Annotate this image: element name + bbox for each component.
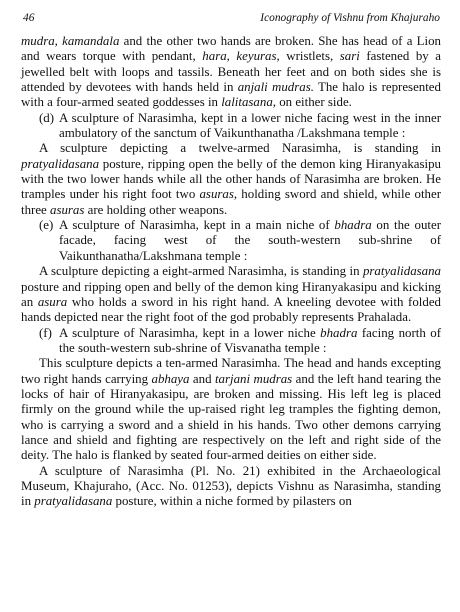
italic-term: lalitasana,	[221, 95, 276, 110]
list-item-text	[59, 111, 441, 142]
text-run: A sculpture depicting a eight-armed Narasimha, is standing in	[39, 264, 363, 279]
text-run: holding sword and shield, while other three	[21, 187, 441, 217]
text-run: posture, ripping open the belly of the demon king Hiranyakasipu with the two lower hands while all the other hands of Narasimha are broken. He tramples under his right foot two	[21, 156, 441, 202]
list-marker: (f)	[39, 325, 52, 340]
text-run: who holds a sword in his right hand. A kneeling devotee with folded hands depicted near the right foot of the god probably represents Prahalada.	[21, 294, 441, 325]
paragraph	[21, 464, 441, 510]
paragraph	[21, 34, 441, 111]
text-run: facing north of the south-western sub-shrine of Visvanatha temple :	[59, 325, 441, 355]
list-item	[21, 218, 441, 264]
italic-term: sari	[339, 49, 360, 64]
text-run: A sculpture depicting a twelve-armed Narasimha, is standing in	[39, 141, 441, 156]
page-number: 46	[23, 12, 35, 24]
text-run: and the left hand tearing the locks of hair of Hiranyakasipu, are broken and missing. His left leg is placed firmly on the ground while the up-raised right leg tramples the fighting demon, who is carrying a sword and a shield in his hands. Two other demons carrying lance and shield and fighting are respectively on the left and right side of the deity. The halo is flanked by seated four-armed deities on either side.	[21, 371, 442, 463]
text-run: The halo is represented with a four-armed seated goddesses in	[21, 80, 441, 110]
italic-term: anjali mudras.	[237, 80, 314, 95]
paragraph	[21, 264, 441, 325]
italic-term: pratyalidasana	[21, 156, 100, 171]
text-run: A sculpture of Narasimha, kept in a lower niche facing west in the inner ambulatory of the sanctum of Vaikunthanatha /Lakshmana temple :	[59, 110, 441, 141]
italic-term: mudra, kamandala	[21, 34, 120, 48]
text-run: and the other two hands are broken. She has head of a Lion and wears torque with pendant,	[21, 34, 441, 64]
italic-term: bhadra	[334, 218, 372, 233]
list-marker: (e)	[39, 218, 54, 233]
text-run: A sculpture of Narasimha, kept in a main niche of	[59, 218, 335, 233]
list-item	[21, 111, 441, 142]
text-run: posture and ripping open and belly of the demon king Hiranyakasipu and kicking an	[21, 279, 441, 309]
paragraph	[21, 141, 441, 218]
running-title: Iconography of Vishnu from Khajuraho	[260, 12, 440, 24]
italic-term: pratyalidasana	[34, 494, 113, 509]
paragraph	[21, 356, 441, 463]
text-run: This sculpture depicts a ten-armed Narasimha. The head and hands excepting two right hands carrying	[21, 356, 441, 386]
italic-term: hara, keyuras,	[202, 49, 280, 64]
italic-term: asuras,	[199, 187, 238, 202]
text-run: fastened by a jewelled belt with loops and tassils. Beneath her feet and on both sides she is attended by devotees with hands held in	[21, 49, 441, 95]
list-item	[21, 326, 441, 357]
text-run: A sculpture of Narasimha, kept in a lower niche	[59, 325, 321, 340]
italic-term: tarjani mudras	[214, 371, 293, 386]
italic-term: asura	[37, 294, 68, 309]
text-run: and	[189, 371, 215, 386]
text-run: are holding other weapons.	[84, 202, 228, 217]
text-run: on the outer facade, facing west of the south-western sub-shrine of Vaikunthanatha/Lakshmana temple :	[59, 218, 441, 263]
italic-term: bhadra	[320, 325, 358, 340]
text-run: A sculpture of Narasimha (Pl. No. 21) exhibited in the Archaeological Museum, Khajuraho, (Acc. No. 01253), depicts Vishnu as Narasimha, standing in	[21, 463, 441, 509]
text-run: on either side.	[276, 95, 352, 110]
page-header	[21, 12, 441, 34]
list-marker: (d)	[39, 110, 55, 125]
text-run: posture, within a niche formed by pilasters on	[112, 494, 352, 509]
italic-term: pratyalidasana	[362, 264, 441, 279]
italic-term: asuras	[50, 202, 85, 217]
text-run: wristlets,	[279, 49, 340, 64]
italic-term: abhaya	[151, 371, 190, 386]
list-item-text	[59, 218, 441, 264]
body-text	[21, 34, 441, 510]
list-item-text	[59, 326, 441, 357]
